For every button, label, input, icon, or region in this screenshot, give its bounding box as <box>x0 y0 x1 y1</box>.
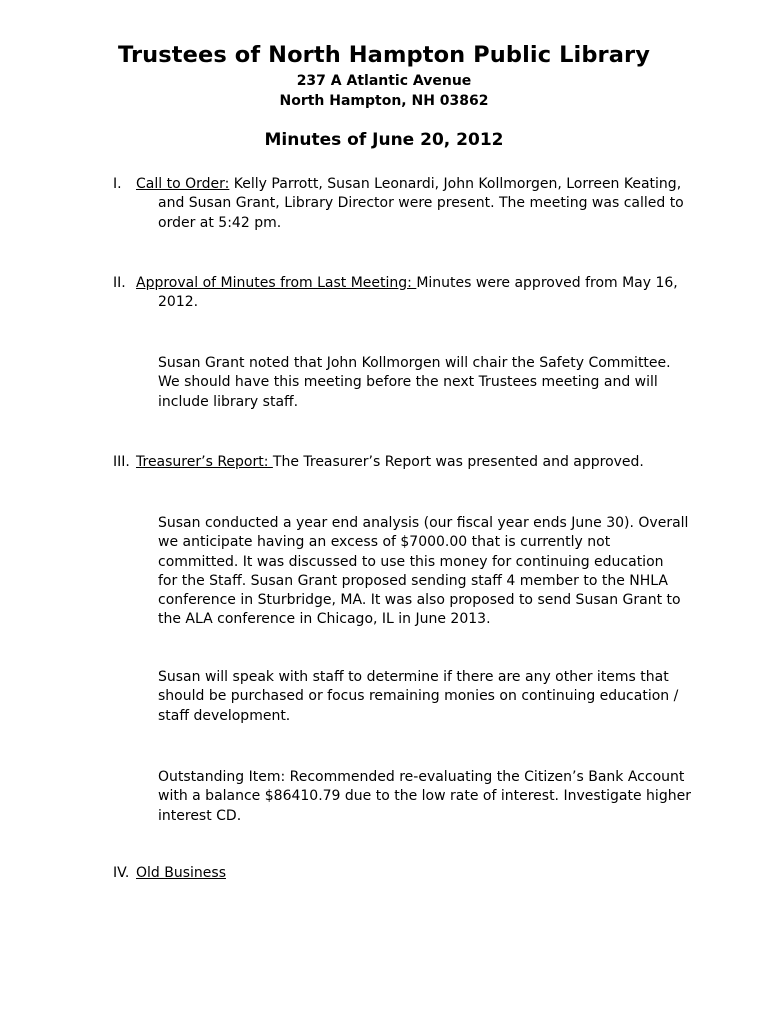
paragraph-line: should be purchased or focus remaining monies on continuing education / <box>158 688 679 705</box>
section-heading: Call to Order: <box>136 176 230 192</box>
paragraph-line: committed. It was discussed to use this money for continuing education <box>158 553 664 570</box>
paragraph-line: for the Staff. Susan Grant proposed sending staff 4 member to the NHLA <box>158 572 668 589</box>
section-approval-of-minutes <box>113 274 693 313</box>
section-text-line: and Susan Grant, Library Director were present. The meeting was called to <box>158 195 684 212</box>
paragraph-line: Outstanding Item: Recommended re-evaluating the Citizen’s Bank Account <box>158 769 685 785</box>
paragraph-outstanding-item <box>158 768 691 826</box>
section-old-business <box>113 864 693 883</box>
section-text-line: Minutes were approved from May 16, <box>416 275 678 291</box>
section-heading: Treasurer’s Report: <box>136 454 273 470</box>
section-text-line: order at 5:42 pm. <box>158 214 282 231</box>
paragraph-line: we anticipate having an excess of $7000.00 that is currently not <box>158 534 611 551</box>
section-text-line: 2012. <box>158 294 199 311</box>
section-text-line: Kelly Parrott, Susan Leonardi, John Kollmorgen, Lorreen Keating, <box>229 176 682 192</box>
paragraph-line: staff development. <box>158 707 291 724</box>
section-treasurers-report <box>113 453 693 472</box>
section-heading: Old Business <box>136 865 226 881</box>
paragraph-line: Susan conducted a year end analysis (our fiscal year ends June 30). Overall <box>158 515 689 531</box>
paragraph-year-end-analysis <box>158 514 688 630</box>
address-city: North Hampton, NH 03862 <box>279 93 489 109</box>
section-numeral: III. <box>113 454 130 470</box>
minutes-title: Minutes of June 20, 2012 <box>264 130 504 150</box>
section-numeral: II. <box>113 275 126 291</box>
section-call-to-order <box>113 175 693 233</box>
address-street: 237 A Atlantic Avenue <box>296 73 472 89</box>
paragraph-safety-committee <box>158 354 688 412</box>
section-text-line: The Treasurer’s Report was presented and approved. <box>272 454 644 470</box>
paragraph-line: Susan Grant noted that John Kollmorgen will chair the Safety Committee. <box>158 355 671 371</box>
section-heading: Approval of Minutes from Last Meeting: <box>136 275 417 291</box>
paragraph-line: Susan will speak with staff to determine if there are any other items that <box>158 669 669 685</box>
section-numeral: I. <box>113 176 122 192</box>
section-numeral: IV. <box>113 865 130 881</box>
paragraph-staff-items <box>158 668 688 726</box>
paragraph-line: with a balance $86410.79 due to the low rate of interest. Investigate higher <box>158 788 691 805</box>
paragraph-line: conference in Sturbridge, MA. It was also proposed to send Susan Grant to <box>158 592 681 609</box>
paragraph-line: include library staff. <box>158 393 299 410</box>
paragraph-line: interest CD. <box>158 807 242 824</box>
paragraph-line: the ALA conference in Chicago, IL in June 2013. <box>158 611 491 628</box>
org-title: Trustees of North Hampton Public Library <box>118 42 650 68</box>
paragraph-line: We should have this meeting before the next Trustees meeting and will <box>158 374 658 391</box>
